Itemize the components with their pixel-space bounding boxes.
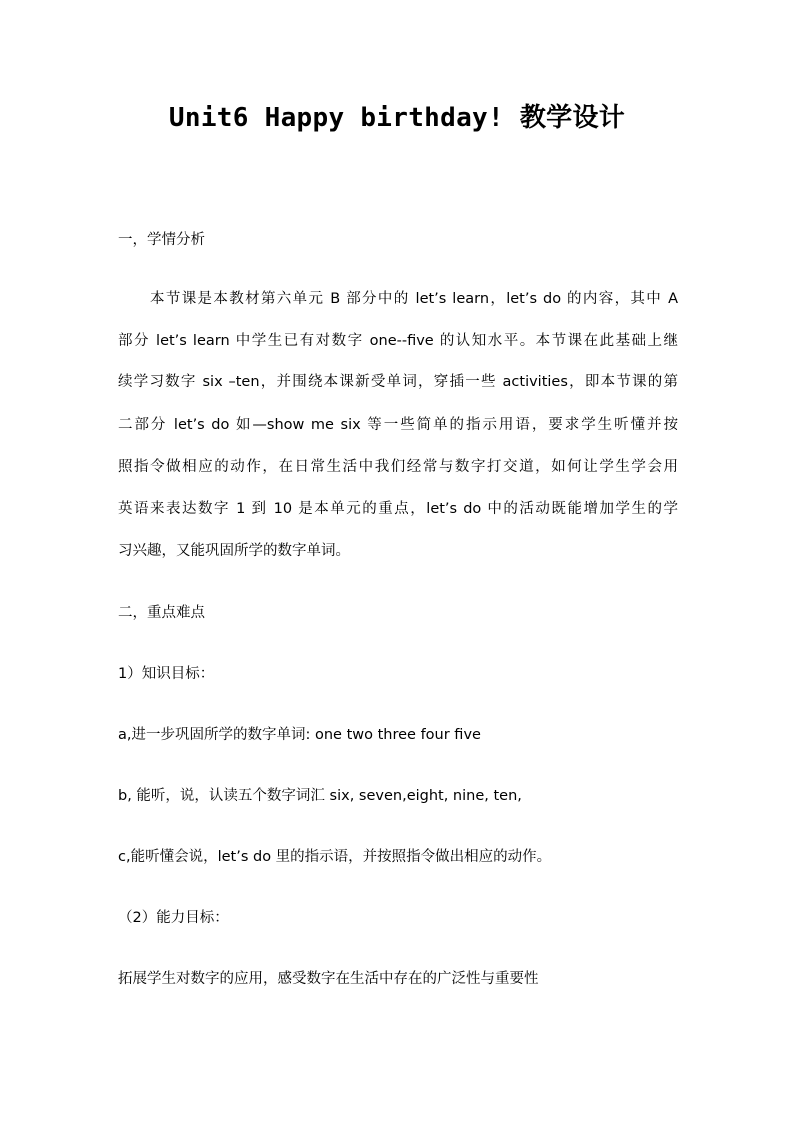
paragraph-line-2: 部分 let’s learn 中学生已有对数字 one--five 的认知水平。本节课在此基础上继 <box>118 333 678 349</box>
section-heading-key-points: 二，重点难点 <box>118 605 205 621</box>
section-heading-analysis: 一，学情分析 <box>118 232 205 248</box>
goal-b-item: b, 能听，说，认读五个数字词汇 six, seven,eight, nine, ten, <box>118 788 522 804</box>
paragraph-line-7: 习兴趣，又能巩固所学的数字单词。 <box>118 543 350 559</box>
goal-a-item: a,进一步巩固所学的数字单词: one two three four five <box>118 727 481 743</box>
ability-goal-heading: （2）能力目标： <box>118 910 229 926</box>
document-title: Unit6 Happy birthday! 教学设计 <box>168 103 626 133</box>
paragraph-line-4: 二部分 let’s do 如—show me six 等一些简单的指示用语，要求学生听懂并按 <box>118 417 678 433</box>
paragraph-line-5: 照指令做相应的动作，在日常生活中我们经常与数字打交道，如何让学生学会用 <box>118 459 678 475</box>
knowledge-goal-heading: 1）知识目标： <box>118 666 215 682</box>
paragraph-line-1: 本节课是本教材第六单元 B 部分中的 let’s learn，let’s do 的内容，其中 A <box>150 291 678 307</box>
ability-goal-text: 拓展学生对数字的应用，感受数字在生活中存在的广泛性与重要性 <box>118 971 539 987</box>
goal-c-item: c,能听懂会说，let’s do 里的指示语，并按照指令做出相应的动作。 <box>118 849 552 865</box>
paragraph-line-3: 续学习数字 six –ten，并围绕本课新受单词，穿插一些 activities，即本节课的第 <box>118 374 678 390</box>
paragraph-line-6: 英语来表达数字 1 到 10 是本单元的重点，let’s do 中的活动既能增加学生的学 <box>118 501 678 517</box>
